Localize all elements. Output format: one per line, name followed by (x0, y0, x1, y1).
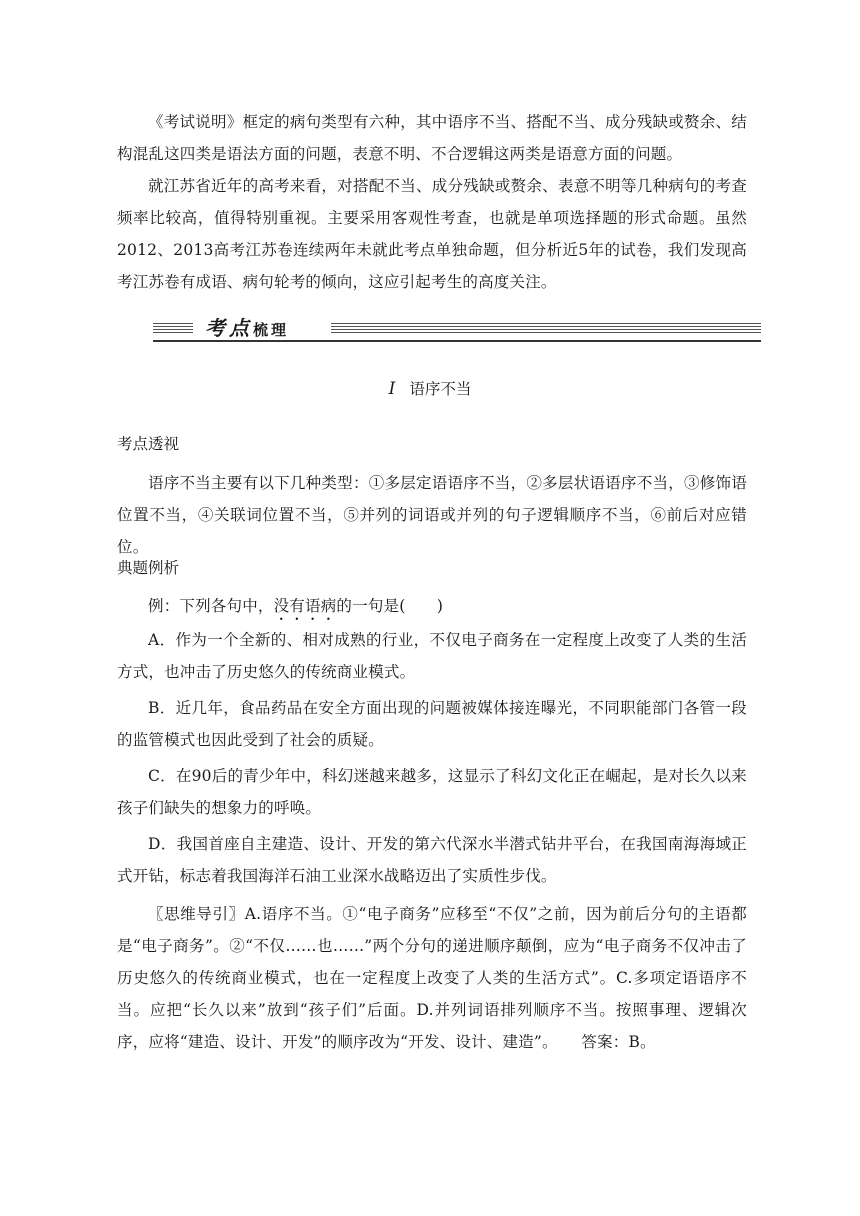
example-heading: 典题例析 (117, 559, 180, 577)
section-numeral: I (388, 379, 396, 399)
intro-paragraph-1: 《考试说明》框定的病句类型有六种，其中语序不当、搭配不当、成分残缺或赘余、结构混乱这四类是语法方面的问题，表意不明、不合逻辑这两类是语意方面的问题。 (117, 113, 747, 163)
banner-underline (153, 340, 761, 342)
option-b: B．近几年，食品药品在安全方面出现的问题被媒体接连曝光，不同职能部门各管一段的监管模式也因此受到了社会的质疑。 (117, 699, 747, 749)
banner-title-main: 考点 (205, 316, 253, 340)
section-title-text: 语序不当 (409, 380, 472, 398)
banner-rule-right (331, 323, 761, 335)
guide-text: 〖思维导引〗A.语序不当。①“电子商务”应移至“不仅”之前，因为前后分句的主语都是“电子商务”。②“不仅……也……”两个分句的递进顺序颠倒，应为“电子商务不仅冲击了历史悠久的传统商业模式，也在一定程度上改变了人类的生活方式”。C.多项定语语序不当。应把“长久以来”放到“孩子们”后面。D.并列词语排列顺序不当。按照事理、逻辑次序，应将“建造、设计、开发”的顺序改为“开发、设计、建造”。 (117, 905, 747, 1051)
example-stem-pre: 例：下列各句中， (148, 597, 274, 615)
option-d: D．我国首座自主建造、设计、开发的第六代深水半潜式钻井平台，在我国南海海域正式开钻，标志着我国海洋石油工业深水战略迈出了实质性步伐。 (117, 835, 747, 885)
banner-rule-left (153, 323, 193, 335)
intro-paragraph-2: 就江苏省近年的高考来看，对搭配不当、成分残缺或赘余、表意不明等几种病句的考查频率比较高，值得特别重视。主要采用客观性考查，也就是单项选择题的形式命题。虽然2012、2013高考江苏卷连续两年未就此考点单独命题，但分析近5年的试卷，我们发现高考江苏卷有成语、病句轮考的倾向，这应引起考生的高度关注。 (117, 177, 747, 291)
option-a: A．作为一个全新的、相对成熟的行业，不仅电子商务在一定程度上改变了人类的生活方式，也冲击了历史悠久的传统商业模式。 (117, 631, 747, 681)
example-stem (117, 590, 747, 624)
example-stem-emphasis: 没有语病 (273, 597, 337, 615)
banner-title (205, 316, 289, 342)
answer-text: 答案：B。 (581, 1033, 656, 1051)
example-stem-post: 的一句是( ) (336, 597, 444, 615)
banner-title-sub: 梳理 (253, 321, 290, 339)
kaodian-heading: 考点透视 (117, 435, 180, 453)
guide-paragraph (117, 898, 747, 1058)
section-banner (153, 316, 761, 344)
option-c: C．在90后的青少年中，科幻迷越来越多，这显示了科幻文化正在崛起，是对长久以来孩子们缺失的想象力的呼唤。 (117, 767, 747, 817)
kaodian-text: 语序不当主要有以下几种类型：①多层定语语序不当，②多层状语语序不当，③修饰语位置不当，④关联词位置不当，⑤并列的词语或并列的句子逻辑顺序不当，⑥前后对应错位。 (117, 474, 747, 556)
section-title (0, 377, 860, 401)
